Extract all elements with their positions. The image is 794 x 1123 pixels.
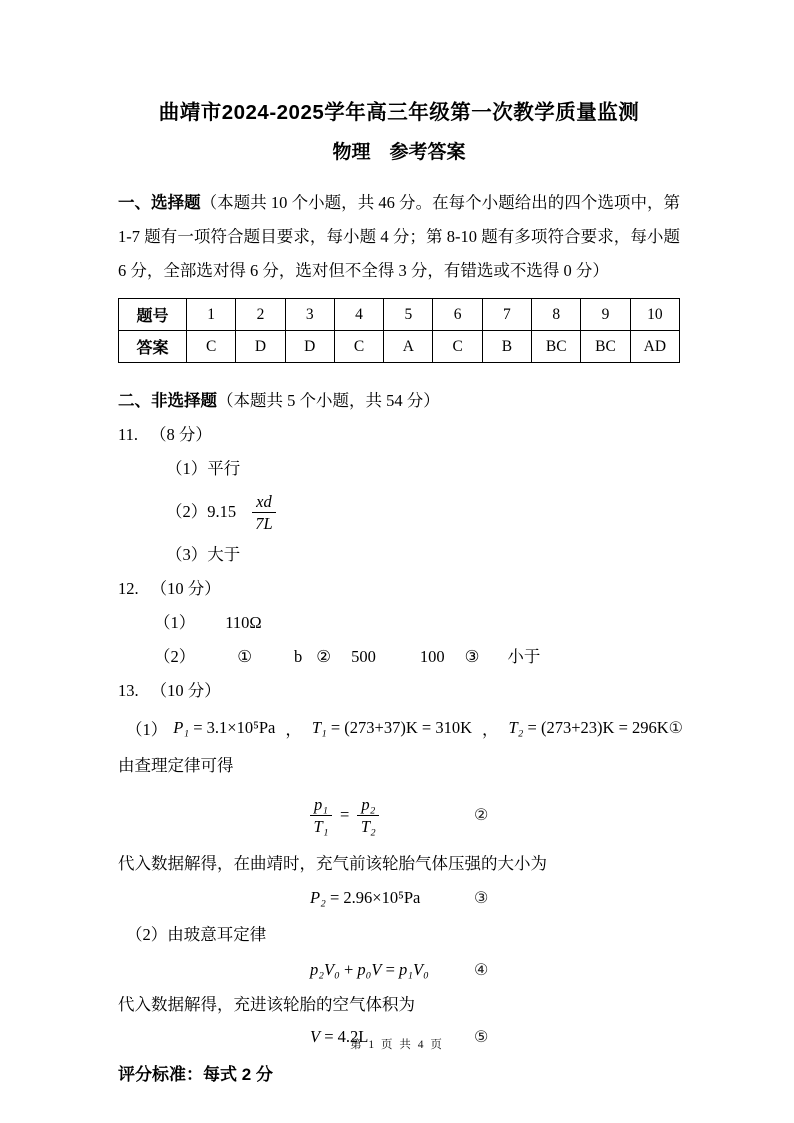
q13-header bbox=[118, 680, 680, 702]
equation-volume-result: V = 4.2L bbox=[310, 1027, 369, 1046]
document-subtitle: 物理 参考答案 bbox=[332, 142, 466, 163]
equation-tag-5: ⑤ bbox=[474, 1029, 489, 1046]
equation-p1: P₁ = 3.1×10⁵Pa bbox=[173, 718, 276, 737]
answer-cell: C bbox=[334, 331, 383, 363]
q13-number: 13. bbox=[118, 681, 139, 700]
page-content bbox=[118, 0, 684, 1085]
q11-score: （8 分） bbox=[150, 425, 212, 444]
q12-part1-label: （1） bbox=[154, 613, 196, 632]
q11-header bbox=[118, 424, 680, 446]
section2-intro-text: （本题共 5 个小题，共 54 分） bbox=[217, 391, 440, 410]
section2-heading-line bbox=[118, 390, 680, 412]
equation-separator: ， bbox=[482, 720, 499, 739]
section1-intro bbox=[118, 186, 680, 288]
scoring-note: 评分标准：每式 2 分 bbox=[118, 1065, 273, 1084]
q12-header bbox=[118, 578, 680, 600]
question-number-cell: 10 bbox=[630, 299, 679, 331]
q13-equation-3 bbox=[310, 888, 680, 908]
answer-cell: B bbox=[482, 331, 531, 363]
fraction-denominator: T₂ bbox=[360, 816, 376, 836]
question-number-row bbox=[119, 299, 680, 331]
q12-part2-label: （2） bbox=[154, 647, 196, 666]
equation-boyle: p₂V₀ + p₀V = p₁V₀ bbox=[310, 960, 429, 979]
question-number-cell: 4 bbox=[334, 299, 383, 331]
answer-row bbox=[119, 331, 680, 363]
answer-table bbox=[118, 298, 680, 363]
q13-equation-2 bbox=[310, 789, 680, 841]
equation-p2-result: P₂ = 2.96×10⁵Pa bbox=[310, 888, 421, 907]
q12-part2-answer: b bbox=[294, 647, 303, 666]
q11-part2-fraction bbox=[252, 492, 276, 533]
q13-substitute-line-2: 代入数据解得，充进该轮胎的空气体积为 bbox=[118, 995, 415, 1014]
equation-tag-4: ④ bbox=[474, 962, 489, 979]
question-number-cell: 6 bbox=[433, 299, 482, 331]
q13-substitute-line-1: 代入数据解得，在曲靖时，充气前该轮胎气体压强的大小为 bbox=[118, 854, 547, 873]
q13-boyle-law-line: 由玻意耳定律 bbox=[167, 925, 267, 944]
q12-part2-answer: ③ bbox=[464, 647, 480, 666]
q12-part1-answer: 110Ω bbox=[225, 613, 262, 632]
equation-tag-2: ② bbox=[474, 807, 489, 824]
equation-t2: T₂ = (273+23)K = 296K bbox=[508, 718, 669, 737]
question-number-cell: 5 bbox=[384, 299, 433, 331]
equals-sign: = bbox=[340, 805, 350, 824]
q12-part2 bbox=[118, 646, 680, 668]
section2-heading: 二、非选择题 bbox=[118, 392, 217, 410]
question-number-cell: 9 bbox=[581, 299, 630, 331]
q13-part2-line bbox=[118, 924, 680, 946]
question-number-cell: 1 bbox=[187, 299, 236, 331]
equation-tag-1: ① bbox=[668, 720, 684, 737]
answer-cell: A bbox=[384, 331, 433, 363]
question-number-cell: 2 bbox=[236, 299, 285, 331]
answer-cell: C bbox=[433, 331, 482, 363]
question-number-cell: 8 bbox=[532, 299, 581, 331]
q13-charles-law-line: 由查理定律可得 bbox=[118, 756, 234, 775]
equation-separator: ， bbox=[285, 720, 302, 739]
fraction-denominator: T₁ bbox=[313, 816, 329, 836]
q12-part2-answer: ② bbox=[316, 647, 332, 666]
question-row-label: 题号 bbox=[119, 299, 187, 331]
q12-part2-answer: ① bbox=[237, 647, 253, 666]
answer-cell: D bbox=[236, 331, 285, 363]
section1-heading: 一、选择题 bbox=[118, 194, 201, 212]
section1-intro-text: （本题共 10 个小题，共 46 分。在每个小题给出的四个选项中，第 1-7 题有一项符合题目要求，每小题 4 分；第 8-10 题有多项符合要求，每小题 6 分，全部选对得 6 分，选对但不全得 3 分，有错选或不选得 0 分） bbox=[118, 193, 681, 280]
q13-part1-equation-line bbox=[118, 716, 684, 740]
q11-part2 bbox=[118, 488, 680, 536]
answer-cell: BC bbox=[581, 331, 630, 363]
question-number-cell: 7 bbox=[482, 299, 531, 331]
answer-cell: D bbox=[285, 331, 334, 363]
page-footer: 第 1 页 共 4 页 bbox=[350, 1039, 444, 1051]
equation-t1: T₁ = (273+37)K = 310K bbox=[311, 718, 472, 737]
q12-part2-answer: 小于 bbox=[507, 647, 541, 666]
fraction-p2-t2 bbox=[357, 795, 379, 836]
fraction-denominator: 7L bbox=[255, 513, 273, 533]
q12-part2-answer: 100 bbox=[419, 647, 445, 666]
q11-number: 11. bbox=[118, 425, 139, 444]
q11-part3: （3）大于 bbox=[166, 545, 241, 564]
fraction-numerator: p₂ bbox=[357, 795, 379, 816]
answer-cell: C bbox=[187, 331, 236, 363]
answer-cell: AD bbox=[630, 331, 679, 363]
q13-equation-4 bbox=[310, 960, 680, 980]
fraction-numerator: xd bbox=[252, 492, 276, 513]
document-title: 曲靖市2024-2025学年高三年级第一次教学质量监测 bbox=[158, 101, 640, 124]
answer-cell: BC bbox=[532, 331, 581, 363]
q13-part2-label: （2） bbox=[126, 925, 168, 944]
q12-number: 12. bbox=[118, 579, 139, 598]
q12-score: （10 分） bbox=[150, 579, 221, 598]
q13-part1-label: （1） bbox=[126, 720, 168, 739]
q12-part1 bbox=[118, 612, 680, 634]
q11-part2-label: （2）9.15 bbox=[166, 502, 237, 521]
equation-tag-3: ③ bbox=[474, 890, 489, 907]
answer-row-label: 答案 bbox=[119, 331, 187, 363]
fraction-numerator: p₁ bbox=[310, 795, 332, 816]
q11-part1: （1）平行 bbox=[166, 459, 241, 478]
q12-part2-answer: 500 bbox=[351, 647, 376, 666]
fraction-p1-t1 bbox=[310, 795, 332, 836]
q13-score: （10 分） bbox=[150, 681, 221, 700]
question-number-cell: 3 bbox=[285, 299, 334, 331]
